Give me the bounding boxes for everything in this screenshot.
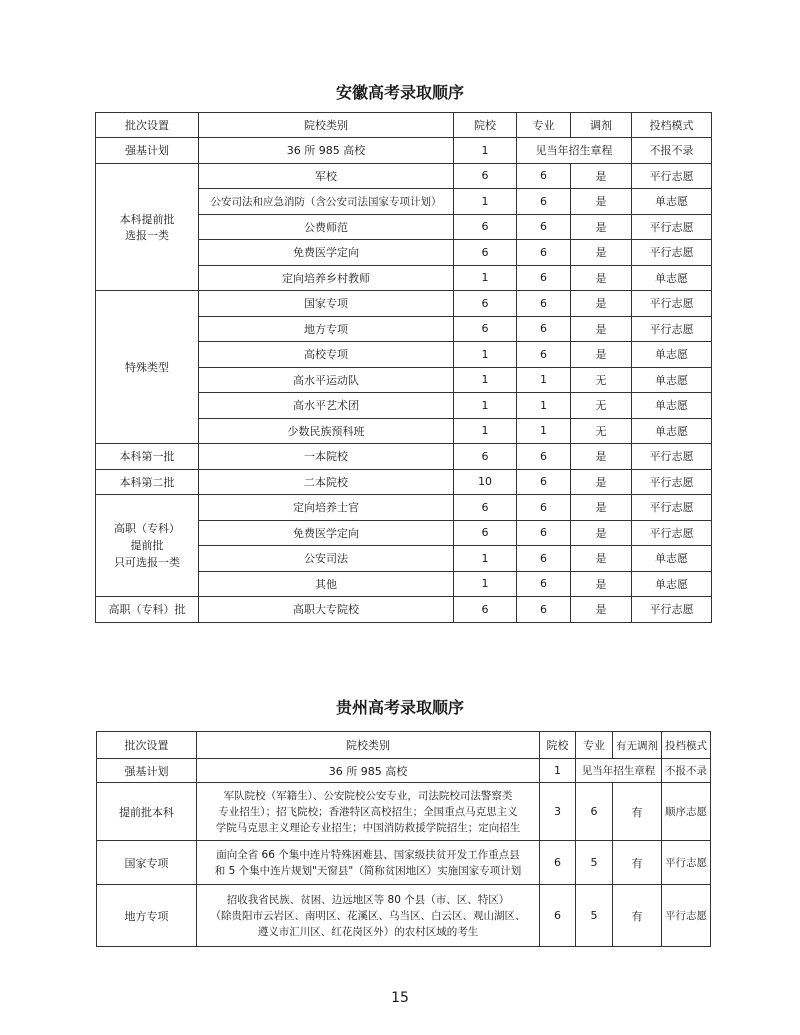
adjust-cell: 是 (571, 546, 632, 572)
header-adjust: 有无调剂 (613, 732, 662, 759)
mode-cell: 单志愿 (632, 189, 712, 215)
batch-cell: 高职（专科）批 (96, 597, 199, 623)
table-row (96, 444, 712, 470)
mode-cell: 单志愿 (632, 265, 712, 291)
mode-cell: 平行志愿 (632, 495, 712, 521)
category-cell: 免费医学定向 (199, 240, 454, 266)
major-cell: 6 (517, 240, 571, 266)
category-cell: 其他 (199, 571, 454, 597)
major-cell: 6 (517, 444, 571, 470)
category-cell: 公费师范 (199, 214, 454, 240)
major-cell: 5 (576, 885, 613, 947)
mode-cell: 单志愿 (632, 418, 712, 444)
mode-cell: 平行志愿 (632, 163, 712, 189)
table-row (97, 841, 711, 885)
category-cell: 一本院校 (199, 444, 454, 470)
guizhou-admission-table (96, 731, 711, 947)
mode-cell: 单志愿 (632, 571, 712, 597)
table-header-row (97, 732, 711, 759)
schools-cell: 1 (454, 342, 517, 368)
table-row (97, 783, 711, 841)
batch-cell: 强基计划 (97, 759, 197, 783)
table-row (96, 495, 712, 521)
schools-cell: 10 (454, 469, 517, 495)
adjust-cell: 有 (613, 841, 662, 885)
category-cell: 少数民族预科班 (199, 418, 454, 444)
schools-cell: 6 (454, 214, 517, 240)
adjust-cell: 有 (613, 885, 662, 947)
table-row (96, 163, 712, 189)
adjust-cell: 无 (571, 367, 632, 393)
batch-cell: 特殊类型 (96, 291, 199, 444)
schools-cell: 1 (454, 571, 517, 597)
header-category: 院校类别 (197, 732, 540, 759)
major-cell: 6 (517, 520, 571, 546)
mode-cell: 平行志愿 (632, 214, 712, 240)
schools-cell: 3 (540, 783, 576, 841)
adjust-cell: 是 (571, 444, 632, 470)
adjust-cell: 是 (571, 597, 632, 623)
adjust-cell: 是 (571, 214, 632, 240)
header-mode: 投档模式 (662, 732, 711, 759)
category-cell: 国家专项 (199, 291, 454, 317)
category-cell: 地方专项 (199, 316, 454, 342)
category-cell: 免费医学定向 (199, 520, 454, 546)
mode-cell: 顺序志愿 (662, 783, 711, 841)
table-row (96, 291, 712, 317)
category-cell: 高水平运动队 (199, 367, 454, 393)
major-cell: 6 (517, 597, 571, 623)
major-cell: 5 (576, 841, 613, 885)
schools-cell: 1 (454, 189, 517, 215)
mode-cell: 单志愿 (632, 546, 712, 572)
category-cell: 定向培养乡村教师 (199, 265, 454, 291)
batch-cell: 地方专项 (97, 885, 197, 947)
major-cell: 6 (576, 783, 613, 841)
header-adjust: 调剂 (571, 113, 632, 138)
mode-cell: 平行志愿 (662, 885, 711, 947)
schools-cell: 6 (454, 163, 517, 189)
category-cell: 军队院校（军籍生）、公安院校公安专业，司法院校司法警察类 专业招生）；招飞院校；香港特区高校招生；全国重点马克思主义 学院马克思主义理论专业招生；中国消防救援学院招生；定向招生 (197, 783, 540, 841)
mode-cell: 平行志愿 (632, 469, 712, 495)
adjust-cell: 是 (571, 495, 632, 521)
schools-cell: 1 (454, 546, 517, 572)
adjust-cell: 是 (571, 265, 632, 291)
category-cell: 面向全省 66 个集中连片特殊困难县、国家级扶贫开发工作重点县 和 5 个集中连片规划"天窗县"（简称贫困地区）实施国家专项计划 (197, 841, 540, 885)
major-cell: 1 (517, 393, 571, 419)
schools-cell: 6 (454, 597, 517, 623)
batch-cell: 高职（专科） 提前批 只可选报一类 (96, 495, 199, 597)
major-cell: 6 (517, 546, 571, 572)
major-cell: 6 (517, 265, 571, 291)
major-cell: 6 (517, 342, 571, 368)
schools-cell: 6 (454, 444, 517, 470)
adjust-cell: 是 (571, 520, 632, 546)
mode-cell: 单志愿 (632, 393, 712, 419)
major-cell: 6 (517, 214, 571, 240)
mode-cell: 平行志愿 (632, 444, 712, 470)
table-row (96, 138, 712, 164)
schools-cell: 6 (540, 885, 576, 947)
header-major: 专业 (517, 113, 571, 138)
batch-cell: 本科第二批 (96, 469, 199, 495)
category-cell: 军校 (199, 163, 454, 189)
batch-cell: 本科第一批 (96, 444, 199, 470)
schools-cell: 1 (454, 418, 517, 444)
category-cell: 招收我省民族、贫困、边远地区等 80 个县（市、区、特区） （除贵阳市云岩区、南明区、花溪区、乌当区、白云区、观山湖区、 遵义市汇川区、红花岗区外）的农村区域的考生 (197, 885, 540, 947)
schools-cell: 1 (540, 759, 576, 783)
header-mode: 投档模式 (632, 113, 712, 138)
header-major: 专业 (576, 732, 613, 759)
schools-cell: 1 (454, 138, 517, 164)
mode-cell: 单志愿 (632, 342, 712, 368)
schools-cell: 6 (454, 495, 517, 521)
category-cell: 高职大专院校 (199, 597, 454, 623)
batch-cell: 本科提前批 选报一类 (96, 163, 199, 291)
header-batch: 批次设置 (96, 113, 199, 138)
table-row (97, 759, 711, 783)
category-cell: 定向培养士官 (199, 495, 454, 521)
header-category: 院校类别 (199, 113, 454, 138)
table-row (97, 885, 711, 947)
category-cell: 二本院校 (199, 469, 454, 495)
mode-cell: 不报不录 (632, 138, 712, 164)
category-cell: 36 所 985 高校 (199, 138, 454, 164)
schools-cell: 6 (454, 316, 517, 342)
schools-cell: 1 (454, 367, 517, 393)
major-cell: 1 (517, 418, 571, 444)
header-schools: 院校 (454, 113, 517, 138)
header-schools: 院校 (540, 732, 576, 759)
adjust-cell: 是 (571, 316, 632, 342)
mode-cell: 平行志愿 (632, 520, 712, 546)
adjust-cell: 是 (571, 291, 632, 317)
schools-cell: 1 (454, 265, 517, 291)
mode-cell: 平行志愿 (632, 316, 712, 342)
major-cell: 1 (517, 367, 571, 393)
page-number: 15 (391, 990, 409, 1006)
header-batch: 批次设置 (97, 732, 197, 759)
schools-cell: 6 (454, 240, 517, 266)
schools-cell: 1 (454, 393, 517, 419)
category-cell: 36 所 985 高校 (197, 759, 540, 783)
mode-cell: 平行志愿 (632, 597, 712, 623)
adjust-cell: 是 (571, 240, 632, 266)
adjust-cell: 是 (571, 342, 632, 368)
adjust-cell: 是 (571, 571, 632, 597)
adjust-cell: 无 (571, 393, 632, 419)
table-header-row (96, 113, 712, 138)
major-cell: 6 (517, 316, 571, 342)
category-cell: 高校专项 (199, 342, 454, 368)
guizhou-title: 贵州高考录取顺序 (335, 698, 464, 717)
major-cell: 6 (517, 469, 571, 495)
batch-cell: 强基计划 (96, 138, 199, 164)
category-cell: 公安司法 (199, 546, 454, 572)
mode-cell: 不报不录 (662, 759, 711, 783)
anhui-title: 安徽高考录取顺序 (335, 83, 464, 102)
major-cell: 6 (517, 495, 571, 521)
mode-cell: 平行志愿 (632, 240, 712, 266)
major-cell: 6 (517, 163, 571, 189)
mode-cell: 平行志愿 (632, 291, 712, 317)
anhui-admission-table (95, 112, 712, 623)
adjust-cell: 有 (613, 783, 662, 841)
batch-cell: 国家专项 (97, 841, 197, 885)
mode-cell: 单志愿 (632, 367, 712, 393)
category-cell: 公安司法和应急消防（含公安司法国家专项计划） (199, 189, 454, 215)
major-cell: 6 (517, 571, 571, 597)
schools-cell: 6 (540, 841, 576, 885)
batch-cell: 提前批本科 (97, 783, 197, 841)
schools-cell: 6 (454, 520, 517, 546)
major-cell: 见当年招生章程 (517, 138, 632, 164)
adjust-cell: 是 (571, 189, 632, 215)
adjust-cell: 是 (571, 469, 632, 495)
mode-cell: 平行志愿 (662, 841, 711, 885)
table-row (96, 597, 712, 623)
major-cell: 6 (517, 189, 571, 215)
category-cell: 高水平艺术团 (199, 393, 454, 419)
major-cell: 6 (517, 291, 571, 317)
major-cell: 见当年招生章程 (576, 759, 662, 783)
table-row (96, 469, 712, 495)
adjust-cell: 无 (571, 418, 632, 444)
adjust-cell: 是 (571, 163, 632, 189)
schools-cell: 6 (454, 291, 517, 317)
